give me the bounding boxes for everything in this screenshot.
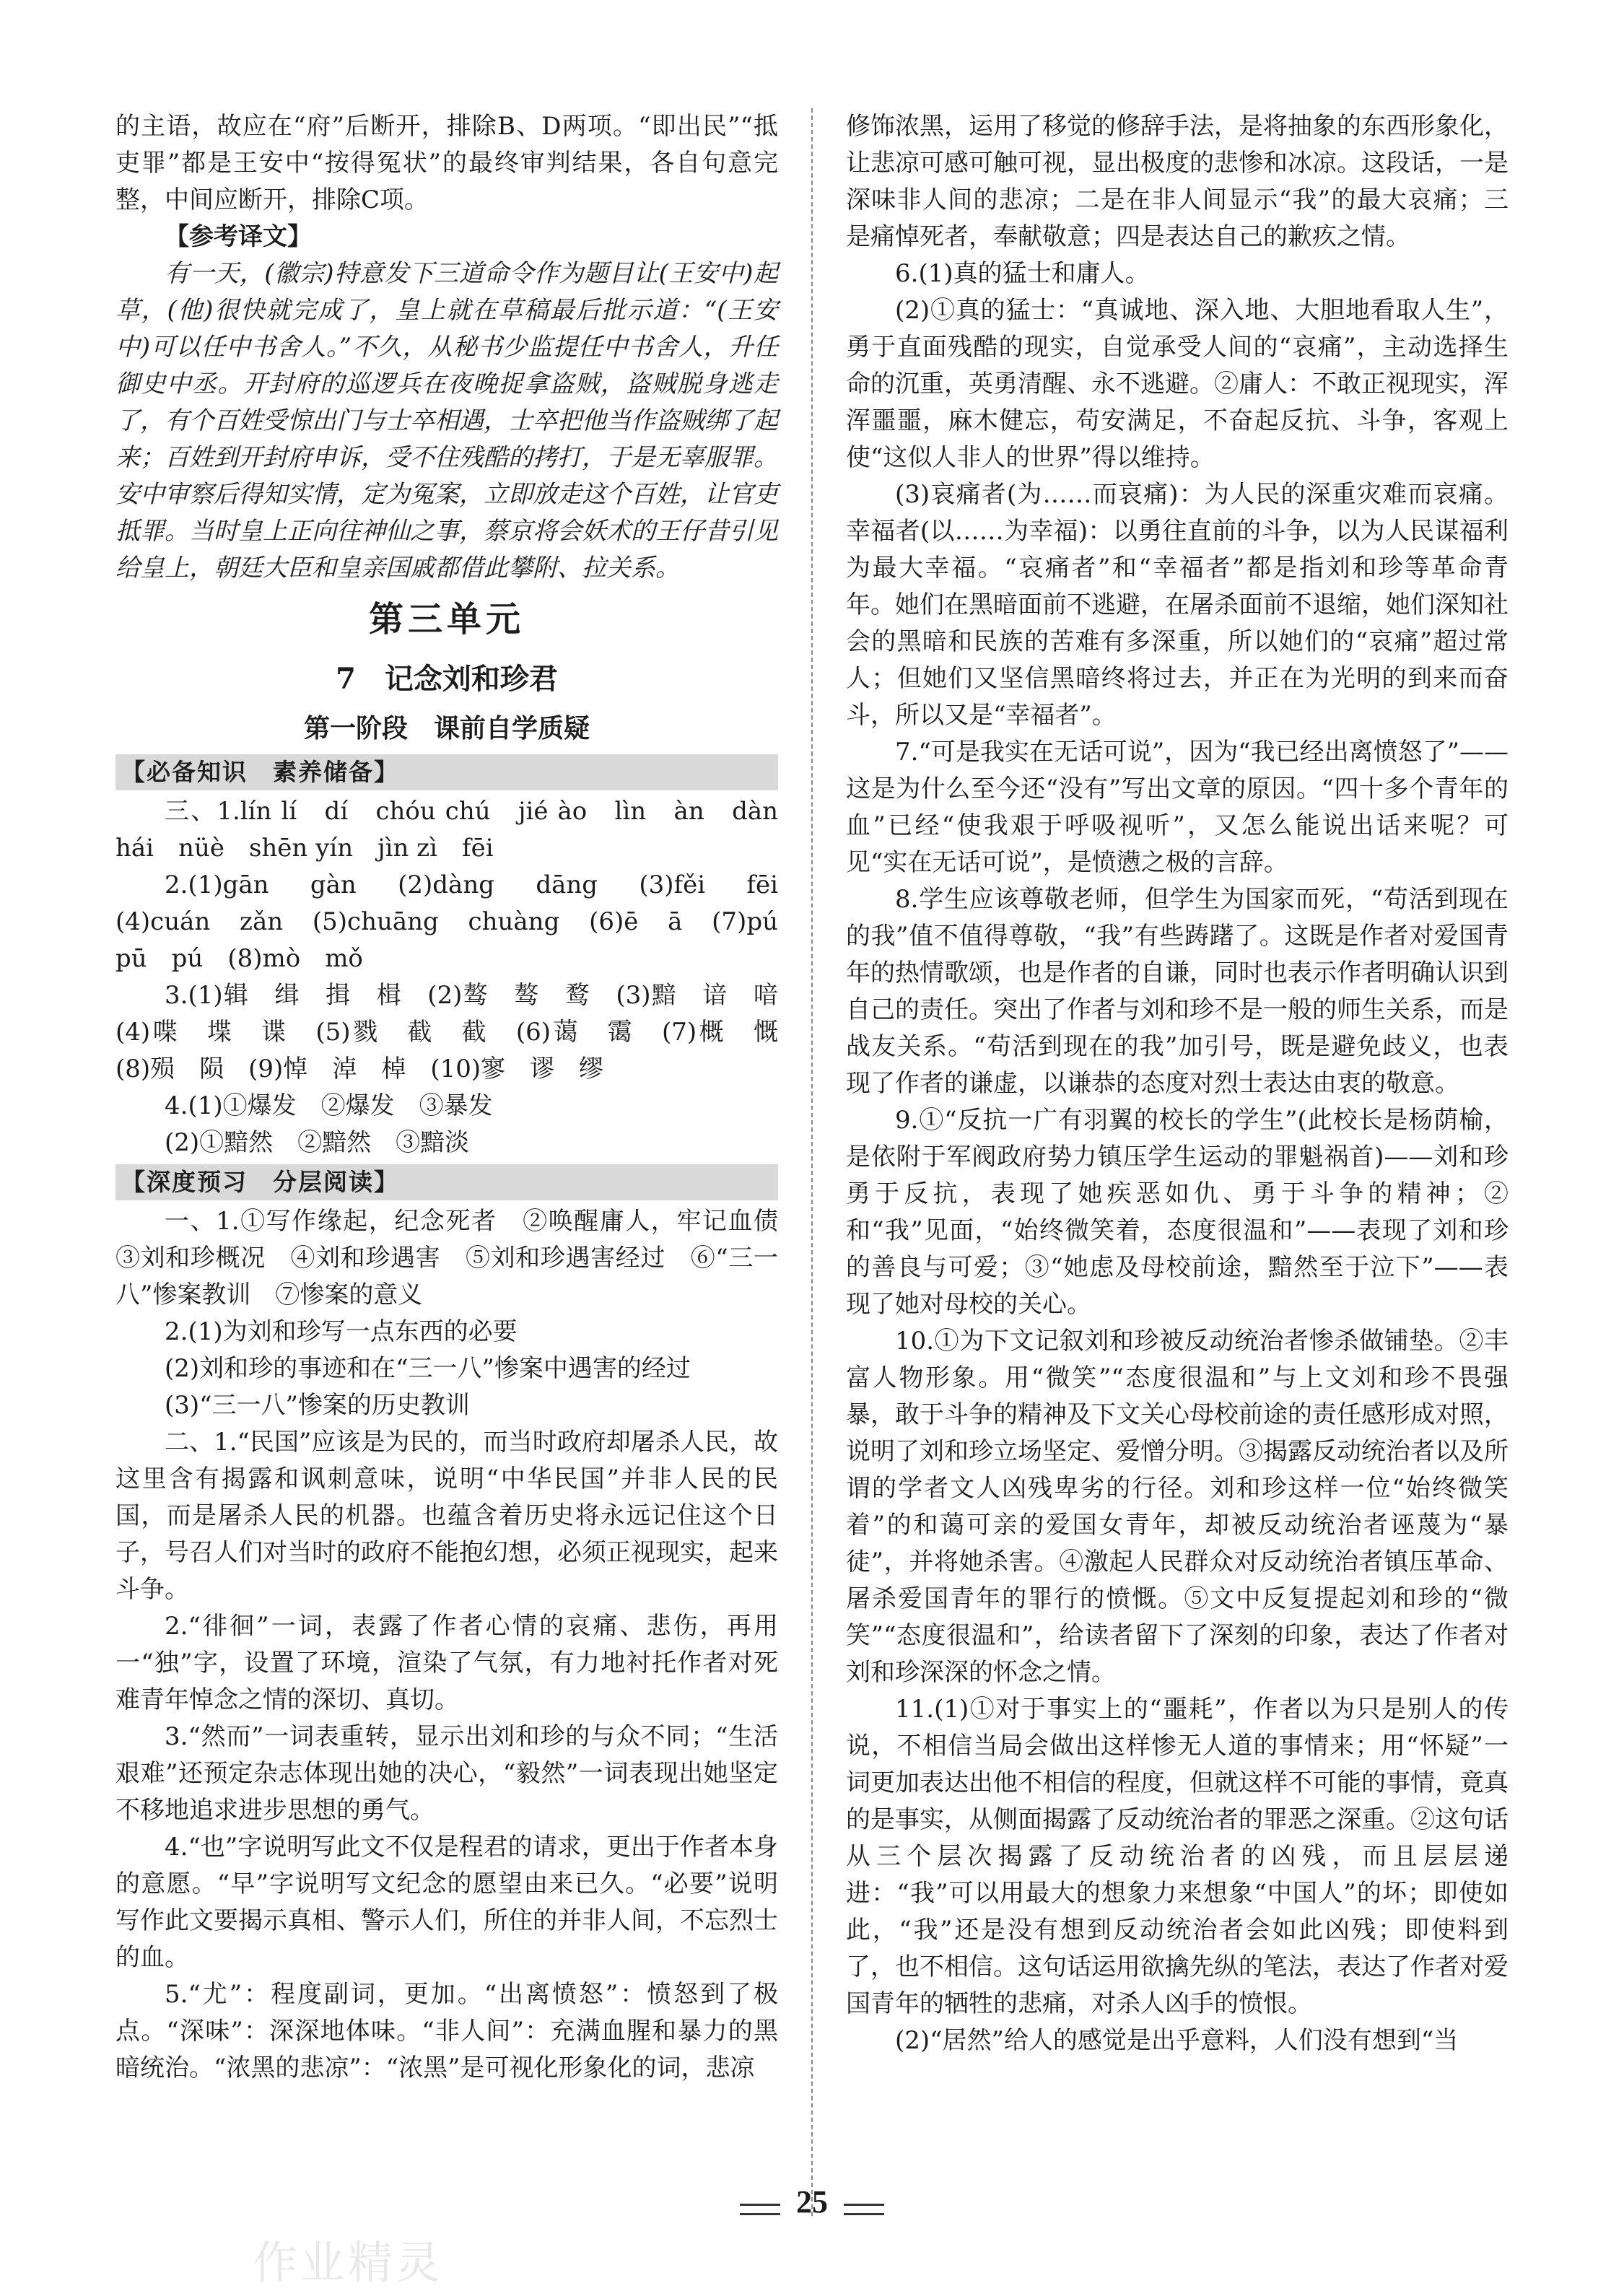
page-number: 25 (796, 2184, 828, 2220)
answer-item: (2)①真的猛士：“真诚地、深入地、大胆地看取人生”，勇于直面残酷的现实，自觉承受人间的“哀痛”，主动选择生命的沉重，英勇清醒、永不逃避。②庸人：不敢正视现实，浑浑噩噩，麻木健忘，苟安满足，不奋起反抗、斗争，客观上使“这似人非人的世界”得以维持。 (846, 296, 1509, 472)
answer-item: (2)刘和珍的事迹和在“三一八”惨案中遇害的经过 (165, 1354, 691, 1383)
answer-item: 6.(1)真的猛士和庸人。 (895, 259, 1150, 288)
answer-item: 3.(1)辑 缉 揖 楫 (2)骜 骜 鹜 (3)黯 谙 喑 (4)喋 堞 谍 (5)戮 截 截 (6)蔼 霭 (7)概 慨 (8)殒 陨 (9)悼 淖 棹 (10)寥 谬 缪 (115, 981, 803, 1083)
decorative-rule (740, 2204, 780, 2215)
watermark: 作业精灵 (253, 2236, 444, 2289)
answer-item: 2.(1)为刘和珍写一点东西的必要 (165, 1317, 518, 1346)
right-column (846, 108, 1509, 2245)
paragraph: 的主语，故应在“府”后断开，排除B、D两项。“即出民”“抵吏罪”都是王安中“按得冤状”的最终审判结果，各自句意完整，中间应断开，排除C项。 (115, 112, 778, 214)
left-column (115, 108, 803, 2245)
answer-item: 3.“然而”一词表重转，显示出刘和珍的与众不同；“生活艰难”还预定杂志体现出她的决心，“毅然”一词表现出她坚定不移地追求进步思想的勇气。 (115, 1722, 778, 1825)
answer-item: 2.“徘徊”一词，表露了作者心情的哀痛、悲伤，再用一“独”字，设置了环境，渲染了气氛，有力地衬托作者对死难青年悼念之情的深切、真切。 (115, 1612, 778, 1714)
answer-item: (3)哀痛者(为……而哀痛)：为人民的深重灾难而哀痛。幸福者(以……为幸福)：以勇往直前的斗争，以为人民谋福利为最大幸福。“哀痛者”和“幸福者”都是指刘和珍等革命青年。她们在黑暗面前不逃避，在屠杀面前不退缩，她们深知社会的黑暗和民族的苦难有多深重，所以她们的“哀痛”超过常人；但她们又坚信黑暗终将过去，并正在为光明的到来而奋斗，所以又是“幸福者”。 (846, 480, 1509, 730)
answer-item: 一、1.①写作缘起，纪念死者 ②唤醒庸人，牢记血债 ③刘和珍概况 ④刘和珍遇害 ⑤刘和珍遇害经过 ⑥“三一八”惨案教训 ⑦惨案的意义 (115, 1207, 803, 1309)
answer-item: 8.学生应该尊敬老师，但学生为国家而死，“苟活到现在的我”值不值得尊敬，“我”有些踌躇了。这既是作者对爱国青年的热情歌颂，也是作者的自谦，同时也表示作者明确认识到自己的责任。突出了作者与刘和珍不是一般的师生关系，而是战友关系。“苟活到现在的我”加引号，既是避免歧义，也表现了作者的谦虚，以谦恭的态度对烈士表达由衷的敬意。 (846, 885, 1509, 1098)
answer-item: 7.“可是我实在无话可说”，因为“我已经出离愤怒了”——这是为什么至今还“没有”写出文章的原因。“四十多个青年的血”已经“使我艰于呼吸视听”，又怎么能说出话来呢？可见“实在无话可说”，是愤懑之极的言辞。 (846, 738, 1509, 877)
paragraph: 修饰浓黑，运用了移觉的修辞手法，是将抽象的东西形象化，让悲凉可感可触可视，显出极度的悲惨和冰凉。这段话，一是深味非人间的悲凉；二是在非人间显示“我”的最大哀痛；三是痛悼死者，奉献敬意；四是表达自己的歉疚之情。 (846, 112, 1509, 251)
answer-item: 2.(1)gān gàn (2)dàng dāng (3)fěi fēi (4)cuán zǎn (5)chuāng chuàng (6)ē ā (7)pú pū pú (8)mò mǒ (115, 870, 803, 973)
decorative-rule (844, 2204, 884, 2215)
answer-item: 10.①为下文记叙刘和珍被反动统治者惨杀做铺垫。②丰富人物形象。用“微笑”“态度很温和”与上文刘和珍不畏强暴，敢于斗争的精神及下文关心母校前途的责任感形成对照，说明了刘和珍立场坚定、爱憎分明。③揭露反动统治者以及所谓的学者文人凶残卑劣的行径。刘和珍这样一位“始终微笑着”的和蔼可亲的爱国女青年，却被反动统治者诬蔑为“暴徒”，并将她杀害。④激起人民群众对反动统治者镇压革命、屠杀爱国青年的罪行的愤慨。⑤文中反复提起刘和珍的“微笑”“态度很温和”，给读者留下了深刻的印象，表达了作者对刘和珍深深的怀念之情。 (846, 1327, 1509, 1687)
answer-item: 5.“尤”：程度副词，更加。“出离愤怒”：愤怒到了极点。“深味”：深深地体味。“非人间”：充满血腥和暴力的黑暗统治。“浓黑的悲凉”：“浓黑”是可视化形象化的词，悲凉 (115, 1980, 778, 2082)
answer-item: 4.“也”字说明写此文不仅是程君的请求，更出于作者本身的意愿。“早”字说明写文纪念的愿望由来已久。“必要”说明写作此文要揭示真相、警示人们，所住的并非人间，不忘烈士的血。 (115, 1833, 778, 1972)
answer-item: (2)“居然”给人的感觉是出乎意料，人们没有想到“当 (895, 2026, 1459, 2055)
answer-item: 二、1.“民国”应该是为民的，而当时政府却屠杀人民，故这里含有揭露和讽刺意味，说明“中华民国”并非人民的民国，而是屠杀人民的机器。也蕴含着历史将永远记住这个日子，号召人们对当时的政府不能抱幻想，必须正视现实，起来斗争。 (115, 1428, 778, 1604)
unit-title: 第三单元 (368, 599, 525, 640)
answer-item: 4.(1)①爆发 ②爆发 ③暴发 (165, 1091, 493, 1120)
lesson-title: 7 记念刘和珍君 (336, 662, 558, 696)
stage-title: 第一阶段 课前自学质疑 (303, 714, 590, 743)
translation-text: 有一天，(徽宗)特意发下三道命令作为题目让(王安中)起草，(他)很快就完成了，皇上就在草稿最后批示道：“(王安中)可以任中书舍人。”不久，从秘书少监提任中书舍人，升任御史中丞。开封府的巡逻兵在夜晚捉拿盗贼，盗贼脱身逃走了，有个百姓受惊出门与士卒相遇，士卒把他当作盗贼绑了起来；百姓到开封府申诉，受不住残酷的拷打，于是无辜服罪。安中审察后得知实情，定为冤案，立即放走这个百姓，让官吏抵罪。当时皇上正向往神仙之事，蔡京将会妖术的王仔昔引见给皇上，朝廷大臣和皇亲国戚都借此攀附、拉关系。 (115, 259, 778, 582)
answer-item: 三、1.lín lí dí chóu chú jié ào lìn àn dàn hái nüè shēn yín jìn zì fēi (115, 797, 803, 863)
page-footer (0, 2183, 1624, 2220)
answer-item: (2)①黯然 ②黯然 ③黯淡 (165, 1128, 470, 1157)
answer-item: 9.①“反抗一广有羽翼的校长的学生”(此校长是杨荫榆，是依附于军阀政府势力镇压学生运动的罪魁祸首)——刘和珍勇于反抗，表现了她疾恶如仇、勇于斗争的精神；②和“我”见面，“始终微笑着，态度很温和”——表现了刘和珍的善良与可爱；③“她虑及母校前途，黯然至于泣下”——表现了她对母校的关心。 (846, 1106, 1509, 1319)
answer-item: 11.(1)①对于事实上的“噩耗”，作者以为只是别人的传说，不相信当局会做出这样惨无人道的事情来；用“怀疑”一词更加表达出他不相信的程度，但就这样不可能的事情，竟真的是事实，从侧面揭露了反动统治者的罪恶之深重。②这句话从三个层次揭露了反动统治者的凶残，而且层层递进：“我”可以用最大的想象力来想象“中国人”的坏；即使如此，“我”还是没有想到反动统治者会如此凶残；即使料到了，也不相信。这句话运用欲擒先纵的笔法，表达了作者对爱国青年的牺牲的悲痛，对杀人凶手的愤恨。 (846, 1695, 1509, 2018)
column-divider (811, 108, 813, 2216)
section-heading: 【参考译文】 (165, 222, 312, 251)
section-banner: 【深度预习 分层阅读】 (115, 1164, 778, 1200)
section-banner: 【必备知识 素养储备】 (115, 754, 778, 790)
answer-item: (3)“三一八”惨案的历史教训 (165, 1391, 470, 1420)
